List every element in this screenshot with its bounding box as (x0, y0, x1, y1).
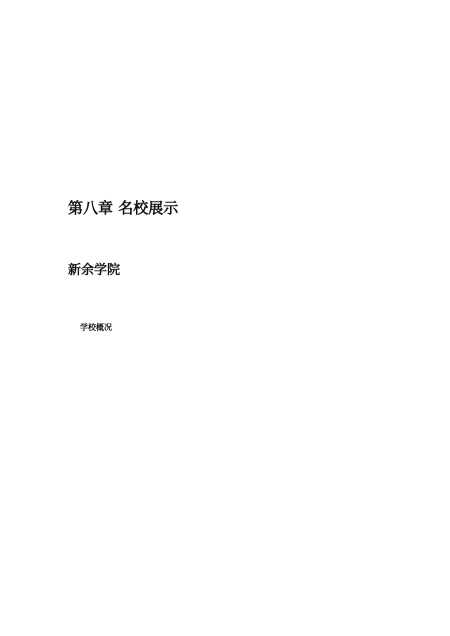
school-title: 新余学院 (68, 263, 121, 278)
chapter-title: 第八章 名校展示 (68, 199, 179, 217)
section-heading: 学校概况 (80, 323, 112, 332)
